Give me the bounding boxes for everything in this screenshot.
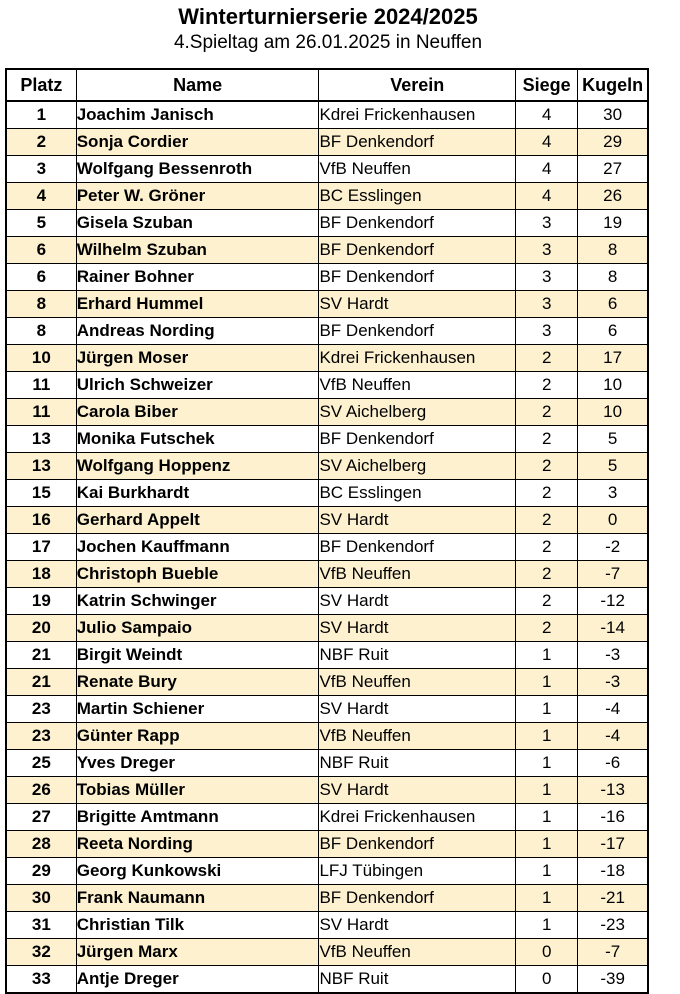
club-cell: SV Hardt <box>319 615 516 642</box>
player-name-cell: Gerhard Appelt <box>76 507 319 534</box>
club-cell: VfB Neuffen <box>319 372 516 399</box>
platz-cell: 5 <box>6 210 76 237</box>
table-row <box>6 777 648 804</box>
club-cell: SV Aichelberg <box>319 399 516 426</box>
wins-cell: 1 <box>516 885 578 912</box>
player-name-cell: Erhard Hummel <box>76 291 319 318</box>
balls-cell: 30 <box>578 101 648 129</box>
platz-cell: 21 <box>6 669 76 696</box>
player-name-cell: Renate Bury <box>76 669 319 696</box>
balls-cell: 10 <box>578 372 648 399</box>
wins-cell: 2 <box>516 345 578 372</box>
club-cell: BF Denkendorf <box>319 885 516 912</box>
player-name-cell: Frank Naumann <box>76 885 319 912</box>
club-cell: NBF Ruit <box>319 966 516 994</box>
wins-cell: 2 <box>516 453 578 480</box>
balls-cell: -4 <box>578 696 648 723</box>
club-cell: VfB Neuffen <box>319 723 516 750</box>
balls-cell: 3 <box>578 480 648 507</box>
column-header-name: Name <box>76 69 319 101</box>
club-cell: BF Denkendorf <box>319 534 516 561</box>
results-table <box>5 68 649 994</box>
player-name-cell: Georg Kunkowski <box>76 858 319 885</box>
wins-cell: 3 <box>516 237 578 264</box>
wins-cell: 1 <box>516 858 578 885</box>
balls-cell: -17 <box>578 831 648 858</box>
balls-cell: 5 <box>578 453 648 480</box>
table-row <box>6 804 648 831</box>
platz-cell: 16 <box>6 507 76 534</box>
wins-cell: 4 <box>516 101 578 129</box>
table-row <box>6 426 648 453</box>
table-row <box>6 912 648 939</box>
platz-cell: 4 <box>6 183 76 210</box>
club-cell: BF Denkendorf <box>319 210 516 237</box>
wins-cell: 3 <box>516 318 578 345</box>
player-name-cell: Antje Dreger <box>76 966 319 994</box>
balls-cell: 6 <box>578 291 648 318</box>
table-row <box>6 885 648 912</box>
wins-cell: 2 <box>516 480 578 507</box>
club-cell: BF Denkendorf <box>319 237 516 264</box>
wins-cell: 2 <box>516 426 578 453</box>
platz-cell: 13 <box>6 426 76 453</box>
balls-cell: 10 <box>578 399 648 426</box>
balls-cell: 8 <box>578 237 648 264</box>
platz-cell: 8 <box>6 291 76 318</box>
platz-cell: 26 <box>6 777 76 804</box>
platz-cell: 15 <box>6 480 76 507</box>
balls-cell: -4 <box>578 723 648 750</box>
player-name-cell: Wolfgang Bessenroth <box>76 156 319 183</box>
platz-cell: 20 <box>6 615 76 642</box>
club-cell: VfB Neuffen <box>319 561 516 588</box>
table-row <box>6 237 648 264</box>
club-cell: SV Hardt <box>319 588 516 615</box>
wins-cell: 2 <box>516 615 578 642</box>
wins-cell: 3 <box>516 291 578 318</box>
balls-cell: 27 <box>578 156 648 183</box>
page-title: Winterturnierserie 2024/2025 <box>178 4 478 29</box>
player-name-cell: Yves Dreger <box>76 750 319 777</box>
player-name-cell: Martin Schiener <box>76 696 319 723</box>
player-name-cell: Rainer Bohner <box>76 264 319 291</box>
balls-cell: -3 <box>578 669 648 696</box>
balls-cell: 17 <box>578 345 648 372</box>
table-row <box>6 210 648 237</box>
wins-cell: 4 <box>516 183 578 210</box>
club-cell: BF Denkendorf <box>319 318 516 345</box>
wins-cell: 2 <box>516 372 578 399</box>
table-row <box>6 291 648 318</box>
platz-cell: 18 <box>6 561 76 588</box>
wins-cell: 1 <box>516 750 578 777</box>
platz-cell: 17 <box>6 534 76 561</box>
platz-cell: 28 <box>6 831 76 858</box>
platz-cell: 6 <box>6 264 76 291</box>
balls-cell: -21 <box>578 885 648 912</box>
table-row <box>6 534 648 561</box>
balls-cell: -16 <box>578 804 648 831</box>
table-row <box>6 129 648 156</box>
table-row <box>6 156 648 183</box>
wins-cell: 2 <box>516 588 578 615</box>
platz-cell: 11 <box>6 399 76 426</box>
platz-cell: 10 <box>6 345 76 372</box>
club-cell: BF Denkendorf <box>319 831 516 858</box>
table-row <box>6 966 648 994</box>
wins-cell: 3 <box>516 210 578 237</box>
wins-cell: 4 <box>516 156 578 183</box>
player-name-cell: Reeta Nording <box>76 831 319 858</box>
table-row <box>6 561 648 588</box>
wins-cell: 1 <box>516 777 578 804</box>
balls-cell: -39 <box>578 966 648 994</box>
balls-cell: 19 <box>578 210 648 237</box>
wins-cell: 2 <box>516 507 578 534</box>
table-row <box>6 507 648 534</box>
table-row <box>6 750 648 777</box>
player-name-cell: Tobias Müller <box>76 777 319 804</box>
club-cell: SV Hardt <box>319 507 516 534</box>
platz-cell: 2 <box>6 129 76 156</box>
wins-cell: 1 <box>516 696 578 723</box>
table-row <box>6 399 648 426</box>
club-cell: LFJ Tübingen <box>319 858 516 885</box>
table-row <box>6 723 648 750</box>
balls-cell: -18 <box>578 858 648 885</box>
wins-cell: 1 <box>516 723 578 750</box>
player-name-cell: Jürgen Marx <box>76 939 319 966</box>
player-name-cell: Jochen Kauffmann <box>76 534 319 561</box>
club-cell: BC Esslingen <box>319 183 516 210</box>
balls-cell: -7 <box>578 561 648 588</box>
club-cell: SV Hardt <box>319 777 516 804</box>
column-header-siege: Siege <box>516 69 578 101</box>
platz-cell: 11 <box>6 372 76 399</box>
player-name-cell: Kai Burkhardt <box>76 480 319 507</box>
player-name-cell: Katrin Schwinger <box>76 588 319 615</box>
player-name-cell: Wilhelm Szuban <box>76 237 319 264</box>
wins-cell: 4 <box>516 129 578 156</box>
table-row <box>6 696 648 723</box>
balls-cell: -3 <box>578 642 648 669</box>
column-header-platz: Platz <box>6 69 76 101</box>
balls-cell: 29 <box>578 129 648 156</box>
player-name-cell: Sonja Cordier <box>76 129 319 156</box>
platz-cell: 1 <box>6 101 76 129</box>
player-name-cell: Birgit Weindt <box>76 642 319 669</box>
club-cell: SV Hardt <box>319 696 516 723</box>
player-name-cell: Brigitte Amtmann <box>76 804 319 831</box>
balls-cell: -13 <box>578 777 648 804</box>
platz-cell: 23 <box>6 696 76 723</box>
balls-cell: 26 <box>578 183 648 210</box>
balls-cell: -2 <box>578 534 648 561</box>
platz-cell: 21 <box>6 642 76 669</box>
club-cell: NBF Ruit <box>319 750 516 777</box>
club-cell: VfB Neuffen <box>319 939 516 966</box>
table-row <box>6 669 648 696</box>
wins-cell: 0 <box>516 966 578 994</box>
table-row <box>6 939 648 966</box>
club-cell: Kdrei Frickenhausen <box>319 804 516 831</box>
wins-cell: 1 <box>516 831 578 858</box>
balls-cell: -7 <box>578 939 648 966</box>
platz-cell: 23 <box>6 723 76 750</box>
platz-cell: 8 <box>6 318 76 345</box>
wins-cell: 1 <box>516 912 578 939</box>
player-name-cell: Christian Tilk <box>76 912 319 939</box>
club-cell: SV Hardt <box>319 291 516 318</box>
wins-cell: 1 <box>516 804 578 831</box>
player-name-cell: Monika Futschek <box>76 426 319 453</box>
platz-cell: 32 <box>6 939 76 966</box>
wins-cell: 1 <box>516 669 578 696</box>
player-name-cell: Peter W. Gröner <box>76 183 319 210</box>
club-cell: BF Denkendorf <box>319 264 516 291</box>
platz-cell: 6 <box>6 237 76 264</box>
player-name-cell: Joachim Janisch <box>76 101 319 129</box>
table-row <box>6 615 648 642</box>
platz-cell: 19 <box>6 588 76 615</box>
balls-cell: -12 <box>578 588 648 615</box>
platz-cell: 33 <box>6 966 76 994</box>
platz-cell: 30 <box>6 885 76 912</box>
table-body <box>6 101 648 993</box>
table-row <box>6 858 648 885</box>
player-name-cell: Wolfgang Hoppenz <box>76 453 319 480</box>
table-row <box>6 345 648 372</box>
table-row <box>6 264 648 291</box>
player-name-cell: Christoph Bueble <box>76 561 319 588</box>
club-cell: VfB Neuffen <box>319 156 516 183</box>
club-cell: SV Hardt <box>319 912 516 939</box>
player-name-cell: Carola Biber <box>76 399 319 426</box>
table-row <box>6 318 648 345</box>
platz-cell: 3 <box>6 156 76 183</box>
club-cell: BF Denkendorf <box>319 426 516 453</box>
club-cell: SV Aichelberg <box>319 453 516 480</box>
balls-cell: 6 <box>578 318 648 345</box>
club-cell: BF Denkendorf <box>319 129 516 156</box>
player-name-cell: Jürgen Moser <box>76 345 319 372</box>
balls-cell: 5 <box>578 426 648 453</box>
platz-cell: 29 <box>6 858 76 885</box>
page-subtitle: 4.Spieltag am 26.01.2025 in Neuffen <box>173 32 483 53</box>
club-cell: Kdrei Frickenhausen <box>319 101 516 129</box>
balls-cell: 0 <box>578 507 648 534</box>
wins-cell: 0 <box>516 939 578 966</box>
balls-cell: -14 <box>578 615 648 642</box>
wins-cell: 1 <box>516 642 578 669</box>
table-row <box>6 642 648 669</box>
player-name-cell: Gisela Szuban <box>76 210 319 237</box>
player-name-cell: Julio Sampaio <box>76 615 319 642</box>
table-row <box>6 101 648 129</box>
table-row <box>6 588 648 615</box>
balls-cell: -23 <box>578 912 648 939</box>
wins-cell: 2 <box>516 534 578 561</box>
wins-cell: 2 <box>516 561 578 588</box>
platz-cell: 13 <box>6 453 76 480</box>
player-name-cell: Andreas Nording <box>76 318 319 345</box>
platz-cell: 25 <box>6 750 76 777</box>
table-header-row <box>6 69 648 101</box>
club-cell: Kdrei Frickenhausen <box>319 345 516 372</box>
table-row <box>6 183 648 210</box>
wins-cell: 2 <box>516 399 578 426</box>
player-name-cell: Günter Rapp <box>76 723 319 750</box>
column-header-kugeln: Kugeln <box>578 69 648 101</box>
player-name-cell: Ulrich Schweizer <box>76 372 319 399</box>
column-header-verein: Verein <box>319 69 516 101</box>
balls-cell: 8 <box>578 264 648 291</box>
platz-cell: 27 <box>6 804 76 831</box>
table-row <box>6 372 648 399</box>
table-row <box>6 480 648 507</box>
table-row <box>6 453 648 480</box>
club-cell: BC Esslingen <box>319 480 516 507</box>
table-row <box>6 831 648 858</box>
balls-cell: -6 <box>578 750 648 777</box>
wins-cell: 3 <box>516 264 578 291</box>
club-cell: NBF Ruit <box>319 642 516 669</box>
club-cell: VfB Neuffen <box>319 669 516 696</box>
platz-cell: 31 <box>6 912 76 939</box>
